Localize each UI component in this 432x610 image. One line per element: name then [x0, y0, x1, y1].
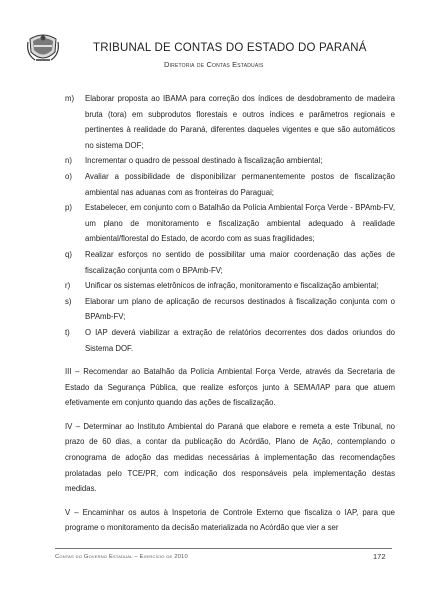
list-item-p	[65, 200, 395, 247]
list-item-m	[65, 91, 395, 153]
institution-title: TRIBUNAL DE CONTAS DO ESTADO DO PARANÁ	[93, 42, 367, 54]
list-item-q	[65, 247, 395, 278]
item-text: Elaborar um plano de aplicação de recursos destinados à fiscalização conjunta com o BPAmb-FV;	[85, 296, 395, 322]
document-body	[65, 91, 395, 536]
list-item-s	[65, 294, 395, 325]
item-letter: q)	[65, 249, 72, 259]
item-letter: t)	[65, 327, 70, 337]
item-text: Incrementar o quadro de pessoal destinado à fiscalização ambiental;	[85, 156, 323, 166]
item-letter: n)	[65, 156, 72, 166]
department-subtitle: Diretoria de Contas Estaduais	[164, 60, 264, 69]
item-text: Realizar esforços no sentido de possibilitar uma maior coordenação das ações de fiscalização conjunta com o BPAmb-FV;	[85, 249, 395, 275]
list-item-o	[65, 169, 395, 200]
item-text: O IAP deverá viabilizar a extração de relatórios decorrentes dos dados oriundos do Sistema DOF.	[85, 327, 395, 353]
item-letter: o)	[65, 171, 72, 181]
item-text: Unificar os sistemas eletrônicos de infração, monitoramento e fiscalização ambiental;	[85, 281, 379, 291]
footer-divider	[55, 548, 392, 549]
parana-coat-of-arms-logo	[27, 30, 59, 66]
item-letter: m)	[65, 94, 75, 103]
item-text: Avaliar a possibilidade de disponibilizar permanentemente postos de fiscalização ambiental nas aduanas com as fronteiras do Paraguai;	[85, 171, 395, 197]
item-letter: p)	[65, 203, 72, 213]
list-item-r	[65, 278, 395, 294]
list-item-t	[65, 325, 395, 356]
item-letter: s)	[65, 296, 72, 306]
footer-caption: Contas do Governo Estadual – Exercício de 2010	[55, 554, 188, 560]
item-letter: r)	[65, 281, 71, 291]
page-header	[0, 30, 432, 82]
item-text: Elaborar proposta ao IBAMA para correção dos índices de desdobramento de madeira bruta (tora) em subprodutos florestais e outros índices e parâmetros regionais e pertinentes à realidade do Paraná, diferentes daqueles vigentes e que são automáticos no sistema DOF;	[85, 94, 395, 150]
page-number: 172	[373, 552, 386, 561]
paragraph-iv: IV – Determinar ao Instituto Ambiental do Paraná que elabore e remeta a este Tribunal, no prazo de 60 dias, a contar da publicação do Acórdão, Plano de Ação, contemplando o cronograma de adoção das medidas necessárias à implementação das recomendações prolatadas pelo TCE/PR, com indicação dos responsáveis pela implementação destas medidas.	[65, 421, 395, 494]
item-text: Estabelecer, em conjunto com o Batalhão da Polícia Ambiental Força Verde - BPAmb-FV, um plano de monitoramento e fiscalização ambiental adequado à realidade ambiental/florestal do Estado, de acordo com as suas fragilidades;	[85, 203, 395, 244]
list-item-n	[65, 153, 395, 169]
paragraph-v: V – Encaminhar os autos à Inspetoria de Controle Externo que fiscaliza o IAP, para que programe o monitoramento da decisão materializada no Acórdão que vier a ser	[65, 507, 395, 533]
paragraph-iii: III – Recomendar ao Batalhão da Polícia Ambiental Força Verde, através da Secretaria de Estado da Segurança Pública, que realize esforços junto à SEMA/IAP para que atuem efetivamente em conjunto quando das ações de fiscalização.	[65, 367, 395, 408]
recommendation-list	[65, 91, 395, 356]
